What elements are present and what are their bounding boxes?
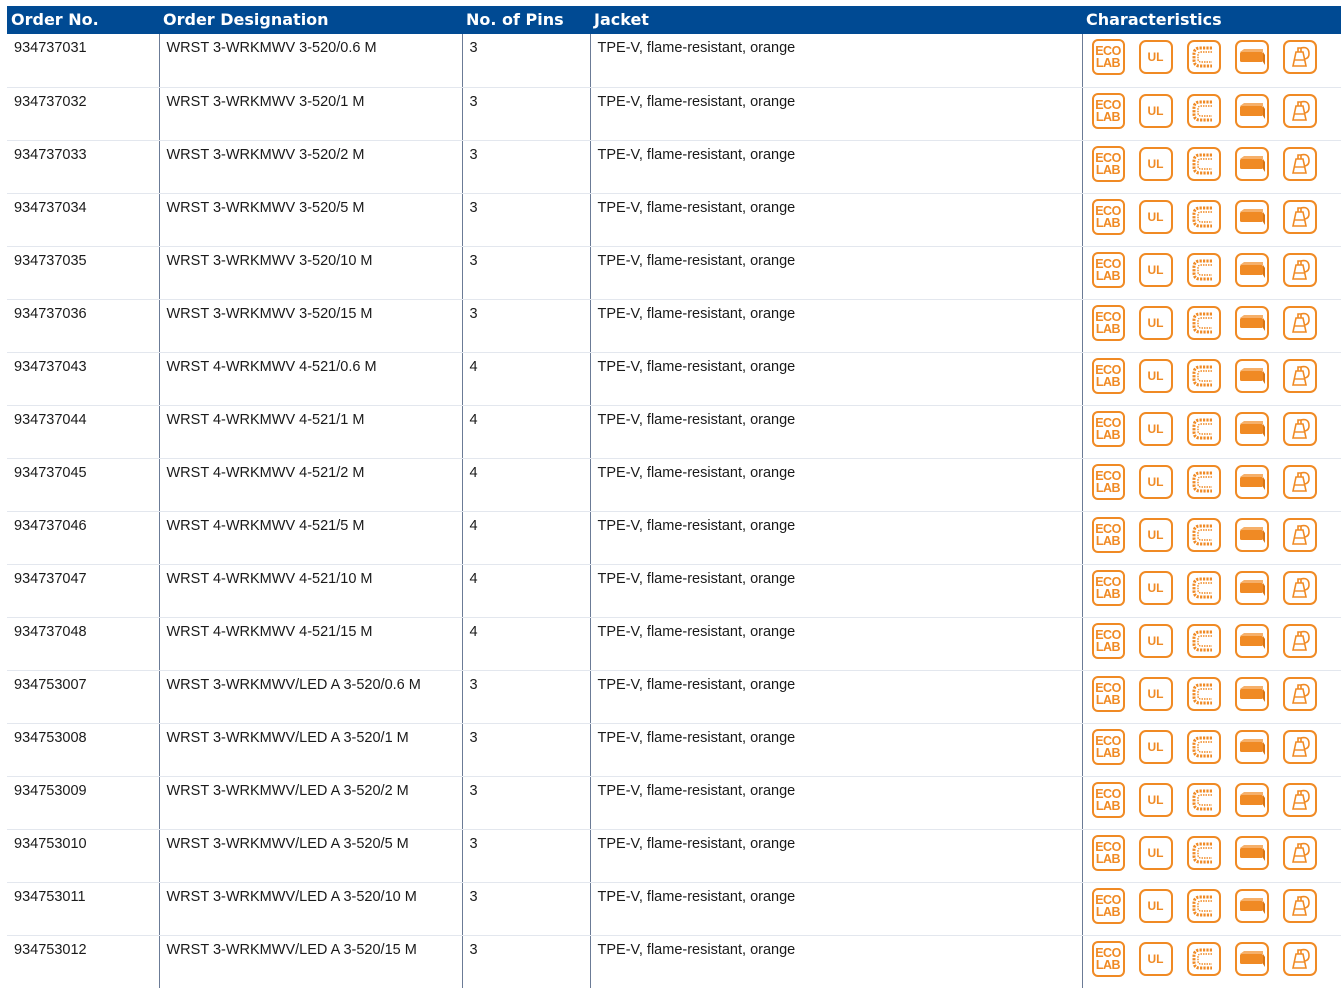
eco-lab-icon-bottom: LAB — [1095, 639, 1121, 654]
cable-icon — [1235, 730, 1269, 764]
eco-lab-icon-top: ECO — [1095, 839, 1121, 854]
header-jacket: Jacket — [590, 6, 1082, 34]
ul-icon — [1139, 40, 1173, 74]
eco-lab-icon-bottom: LAB — [1095, 957, 1121, 972]
ul-icon-label: UL — [1147, 474, 1164, 489]
ul-icon-label: UL — [1147, 686, 1164, 701]
pins-cell: 4 — [462, 352, 590, 405]
eco-lab-icon-top: ECO — [1095, 44, 1121, 58]
pins-cell: 4 — [462, 405, 590, 458]
eco-lab-icon-bottom: LAB — [1095, 56, 1121, 70]
chemical-resistance-icon — [1283, 253, 1317, 287]
characteristics-icons — [1092, 37, 1342, 77]
eco-lab-icon — [1092, 782, 1125, 818]
drag-chain-icon — [1187, 306, 1221, 340]
characteristics-icons — [1092, 886, 1342, 926]
characteristics-cell — [1082, 246, 1341, 299]
order-designation-cell: WRST 4-WRKMWV 4-521/0.6 M — [159, 352, 462, 405]
eco-lab-icon — [1092, 252, 1125, 288]
cable-icon — [1235, 571, 1269, 605]
chemical-resistance-icon — [1283, 94, 1317, 128]
pins-cell: 3 — [462, 670, 590, 723]
product-table — [7, 6, 1341, 988]
characteristics-icons — [1092, 780, 1342, 820]
table-row — [7, 87, 1341, 140]
jacket-cell: TPE-V, flame-resistant, orange — [590, 140, 1082, 193]
order-designation-cell: WRST 3-WRKMWV 3-520/5 M — [159, 193, 462, 246]
header-no-of-pins: No. of Pins — [462, 6, 590, 34]
characteristics-icons — [1092, 409, 1342, 449]
eco-lab-icon-top: ECO — [1095, 733, 1121, 748]
pins-cell: 3 — [462, 87, 590, 140]
ul-icon — [1139, 412, 1173, 446]
chemical-resistance-icon — [1283, 412, 1317, 446]
table-body — [7, 34, 1341, 988]
order-designation-cell: WRST 3-WRKMWV 3-520/1 M — [159, 87, 462, 140]
eco-lab-icon — [1092, 93, 1125, 129]
cable-icon — [1235, 253, 1269, 287]
jacket-cell: TPE-V, flame-resistant, orange — [590, 352, 1082, 405]
order-designation-cell: WRST 3-WRKMWV/LED A 3-520/1 M — [159, 723, 462, 776]
pins-cell: 3 — [462, 140, 590, 193]
jacket-cell: TPE-V, flame-resistant, orange — [590, 193, 1082, 246]
header-characteristics: Characteristics — [1082, 6, 1341, 34]
characteristics-icons — [1092, 674, 1342, 714]
order-designation-cell: WRST 4-WRKMWV 4-521/1 M — [159, 405, 462, 458]
characteristics-cell — [1082, 299, 1341, 352]
chemical-resistance-icon — [1283, 518, 1317, 552]
chemical-resistance-icon — [1283, 889, 1317, 923]
table-row — [7, 670, 1341, 723]
drag-chain-icon — [1187, 94, 1221, 128]
table-row — [7, 511, 1341, 564]
table-row — [7, 140, 1341, 193]
chemical-resistance-icon — [1283, 465, 1317, 499]
table-row — [7, 193, 1341, 246]
cable-icon — [1235, 94, 1269, 128]
table-row — [7, 405, 1341, 458]
ul-icon — [1139, 730, 1173, 764]
order-designation-cell: WRST 3-WRKMWV/LED A 3-520/2 M — [159, 776, 462, 829]
drag-chain-icon — [1187, 624, 1221, 658]
table-header — [7, 6, 1341, 34]
pins-cell: 3 — [462, 723, 590, 776]
eco-lab-icon-top: ECO — [1095, 680, 1121, 695]
order-designation-cell: WRST 4-WRKMWV 4-521/10 M — [159, 564, 462, 617]
eco-lab-icon-top: ECO — [1095, 786, 1121, 801]
eco-lab-icon — [1092, 39, 1125, 75]
order-designation-cell: WRST 3-WRKMWV 3-520/2 M — [159, 140, 462, 193]
eco-lab-icon — [1092, 358, 1125, 394]
eco-lab-icon — [1092, 941, 1125, 977]
pins-cell: 3 — [462, 776, 590, 829]
header-order-designation: Order Designation — [159, 6, 462, 34]
jacket-cell: TPE-V, flame-resistant, orange — [590, 829, 1082, 882]
characteristics-cell — [1082, 935, 1341, 988]
characteristics-cell — [1082, 34, 1341, 87]
characteristics-icons — [1092, 303, 1342, 343]
eco-lab-icon-bottom: LAB — [1095, 851, 1121, 866]
table-row — [7, 935, 1341, 988]
cable-icon — [1235, 200, 1269, 234]
order-no-cell: 934753009 — [7, 776, 159, 829]
cable-icon — [1235, 518, 1269, 552]
jacket-cell: TPE-V, flame-resistant, orange — [590, 511, 1082, 564]
pins-cell: 3 — [462, 299, 590, 352]
eco-lab-icon-bottom: LAB — [1095, 162, 1121, 177]
eco-lab-icon-bottom: LAB — [1095, 374, 1121, 389]
cable-icon — [1235, 359, 1269, 393]
eco-lab-icon-bottom: LAB — [1095, 109, 1121, 124]
characteristics-cell — [1082, 405, 1341, 458]
characteristics-cell — [1082, 776, 1341, 829]
cable-icon — [1235, 147, 1269, 181]
eco-lab-icon-top: ECO — [1095, 574, 1121, 589]
order-designation-cell: WRST 3-WRKMWV/LED A 3-520/10 M — [159, 882, 462, 935]
eco-lab-icon — [1092, 623, 1125, 659]
ul-icon-label: UL — [1147, 898, 1164, 913]
characteristics-cell — [1082, 352, 1341, 405]
eco-lab-icon — [1092, 305, 1125, 341]
drag-chain-icon — [1187, 412, 1221, 446]
eco-lab-icon — [1092, 199, 1125, 235]
table-row — [7, 776, 1341, 829]
table-row — [7, 882, 1341, 935]
order-no-cell: 934753008 — [7, 723, 159, 776]
cable-icon — [1235, 465, 1269, 499]
chemical-resistance-icon — [1283, 677, 1317, 711]
drag-chain-icon — [1187, 571, 1221, 605]
ul-icon — [1139, 889, 1173, 923]
eco-lab-icon-top: ECO — [1095, 203, 1121, 218]
ul-icon-label: UL — [1147, 156, 1164, 171]
ul-icon-label: UL — [1147, 262, 1164, 277]
jacket-cell: TPE-V, flame-resistant, orange — [590, 299, 1082, 352]
eco-lab-icon — [1092, 888, 1125, 924]
characteristics-icons — [1092, 462, 1342, 502]
ul-icon-label: UL — [1147, 103, 1164, 118]
order-no-cell: 934737035 — [7, 246, 159, 299]
ul-icon — [1139, 359, 1173, 393]
order-designation-cell: WRST 4-WRKMWV 4-521/2 M — [159, 458, 462, 511]
characteristics-icons — [1092, 91, 1342, 131]
jacket-cell: TPE-V, flame-resistant, orange — [590, 882, 1082, 935]
cable-icon — [1235, 836, 1269, 870]
jacket-cell: TPE-V, flame-resistant, orange — [590, 564, 1082, 617]
eco-lab-icon-bottom: LAB — [1095, 692, 1121, 707]
ul-icon-label: UL — [1147, 50, 1164, 64]
characteristics-cell — [1082, 193, 1341, 246]
characteristics-icons — [1092, 939, 1342, 979]
cable-icon — [1235, 306, 1269, 340]
eco-lab-icon — [1092, 835, 1125, 871]
table-row — [7, 246, 1341, 299]
ul-icon-label: UL — [1147, 315, 1164, 330]
order-designation-cell: WRST 3-WRKMWV/LED A 3-520/0.6 M — [159, 670, 462, 723]
ul-icon — [1139, 253, 1173, 287]
eco-lab-icon-top: ECO — [1095, 256, 1121, 271]
pins-cell: 3 — [462, 882, 590, 935]
eco-lab-icon-bottom: LAB — [1095, 321, 1121, 336]
ul-icon — [1139, 465, 1173, 499]
order-no-cell: 934753007 — [7, 670, 159, 723]
drag-chain-icon — [1187, 942, 1221, 976]
ul-icon-label: UL — [1147, 633, 1164, 648]
table-row — [7, 458, 1341, 511]
pins-cell: 4 — [462, 458, 590, 511]
characteristics-cell — [1082, 564, 1341, 617]
ul-icon — [1139, 94, 1173, 128]
jacket-cell: TPE-V, flame-resistant, orange — [590, 670, 1082, 723]
chemical-resistance-icon — [1283, 147, 1317, 181]
order-designation-cell: WRST 4-WRKMWV 4-521/5 M — [159, 511, 462, 564]
eco-lab-icon — [1092, 676, 1125, 712]
drag-chain-icon — [1187, 836, 1221, 870]
eco-lab-icon-top: ECO — [1095, 97, 1121, 112]
characteristics-icons — [1092, 197, 1342, 237]
eco-lab-icon-bottom: LAB — [1095, 904, 1121, 919]
drag-chain-icon — [1187, 359, 1221, 393]
drag-chain-icon — [1187, 783, 1221, 817]
jacket-cell: TPE-V, flame-resistant, orange — [590, 458, 1082, 511]
chemical-resistance-icon — [1283, 624, 1317, 658]
order-no-cell: 934753010 — [7, 829, 159, 882]
order-no-cell: 934737031 — [7, 34, 159, 87]
ul-icon — [1139, 200, 1173, 234]
jacket-cell: TPE-V, flame-resistant, orange — [590, 723, 1082, 776]
table-row — [7, 299, 1341, 352]
characteristics-icons — [1092, 515, 1342, 555]
cable-icon — [1235, 40, 1269, 74]
eco-lab-icon-top: ECO — [1095, 150, 1121, 165]
ul-icon-label: UL — [1147, 739, 1164, 754]
pins-cell: 3 — [462, 829, 590, 882]
ul-icon-label: UL — [1147, 421, 1164, 436]
eco-lab-icon-top: ECO — [1095, 415, 1121, 430]
eco-lab-icon — [1092, 570, 1125, 606]
drag-chain-icon — [1187, 730, 1221, 764]
eco-lab-icon — [1092, 729, 1125, 765]
drag-chain-icon — [1187, 147, 1221, 181]
ul-icon-label: UL — [1147, 209, 1164, 224]
characteristics-icons — [1092, 356, 1342, 396]
order-no-cell: 934737043 — [7, 352, 159, 405]
characteristics-icons — [1092, 621, 1342, 661]
table-row — [7, 564, 1341, 617]
header-row — [7, 6, 1341, 34]
ul-icon — [1139, 783, 1173, 817]
eco-lab-icon-top: ECO — [1095, 945, 1121, 960]
eco-lab-icon-bottom: LAB — [1095, 215, 1121, 230]
drag-chain-icon — [1187, 465, 1221, 499]
ul-icon-label: UL — [1147, 527, 1164, 542]
order-no-cell: 934737033 — [7, 140, 159, 193]
drag-chain-icon — [1187, 677, 1221, 711]
pins-cell: 4 — [462, 564, 590, 617]
eco-lab-icon-top: ECO — [1095, 892, 1121, 907]
pins-cell: 3 — [462, 246, 590, 299]
ul-icon — [1139, 942, 1173, 976]
eco-lab-icon-bottom: LAB — [1095, 586, 1121, 601]
ul-icon — [1139, 624, 1173, 658]
cable-icon — [1235, 624, 1269, 658]
characteristics-cell — [1082, 511, 1341, 564]
ul-icon — [1139, 677, 1173, 711]
characteristics-cell — [1082, 87, 1341, 140]
order-designation-cell: WRST 4-WRKMWV 4-521/15 M — [159, 617, 462, 670]
pins-cell: 3 — [462, 935, 590, 988]
order-no-cell: 934753011 — [7, 882, 159, 935]
order-no-cell: 934737044 — [7, 405, 159, 458]
characteristics-icons — [1092, 833, 1342, 873]
product-table-sheet — [7, 6, 1341, 988]
characteristics-cell — [1082, 140, 1341, 193]
characteristics-icons — [1092, 144, 1342, 184]
table-row — [7, 829, 1341, 882]
characteristics-icons — [1092, 727, 1342, 767]
order-no-cell: 934737047 — [7, 564, 159, 617]
order-no-cell: 934737046 — [7, 511, 159, 564]
eco-lab-icon — [1092, 517, 1125, 553]
chemical-resistance-icon — [1283, 359, 1317, 393]
jacket-cell: TPE-V, flame-resistant, orange — [590, 617, 1082, 670]
ul-icon-label: UL — [1147, 951, 1164, 966]
eco-lab-icon-bottom: LAB — [1095, 268, 1121, 283]
order-designation-cell: WRST 3-WRKMWV/LED A 3-520/5 M — [159, 829, 462, 882]
header-order-no: Order No. — [7, 6, 159, 34]
chemical-resistance-icon — [1283, 40, 1317, 74]
characteristics-icons — [1092, 250, 1342, 290]
eco-lab-icon — [1092, 464, 1125, 500]
table-row — [7, 723, 1341, 776]
characteristics-cell — [1082, 617, 1341, 670]
ul-icon — [1139, 306, 1173, 340]
ul-icon — [1139, 147, 1173, 181]
table-row — [7, 34, 1341, 87]
order-no-cell: 934737032 — [7, 87, 159, 140]
characteristics-cell — [1082, 670, 1341, 723]
eco-lab-icon-top: ECO — [1095, 309, 1121, 324]
eco-lab-icon-top: ECO — [1095, 362, 1121, 377]
eco-lab-icon-bottom: LAB — [1095, 480, 1121, 495]
jacket-cell: TPE-V, flame-resistant, orange — [590, 405, 1082, 458]
drag-chain-icon — [1187, 200, 1221, 234]
order-designation-cell: WRST 3-WRKMWV 3-520/0.6 M — [159, 34, 462, 87]
jacket-cell: TPE-V, flame-resistant, orange — [590, 34, 1082, 87]
jacket-cell: TPE-V, flame-resistant, orange — [590, 87, 1082, 140]
eco-lab-icon-top: ECO — [1095, 468, 1121, 483]
eco-lab-icon-bottom: LAB — [1095, 745, 1121, 760]
characteristics-cell — [1082, 458, 1341, 511]
chemical-resistance-icon — [1283, 730, 1317, 764]
ul-icon-label: UL — [1147, 845, 1164, 860]
cable-icon — [1235, 412, 1269, 446]
ul-icon-label: UL — [1147, 368, 1164, 383]
chemical-resistance-icon — [1283, 783, 1317, 817]
chemical-resistance-icon — [1283, 571, 1317, 605]
table-row — [7, 617, 1341, 670]
cable-icon — [1235, 677, 1269, 711]
pins-cell: 4 — [462, 511, 590, 564]
eco-lab-icon-bottom: LAB — [1095, 533, 1121, 548]
chemical-resistance-icon — [1283, 200, 1317, 234]
jacket-cell: TPE-V, flame-resistant, orange — [590, 246, 1082, 299]
order-no-cell: 934737036 — [7, 299, 159, 352]
ul-icon — [1139, 518, 1173, 552]
order-designation-cell: WRST 3-WRKMWV/LED A 3-520/15 M — [159, 935, 462, 988]
characteristics-cell — [1082, 723, 1341, 776]
cable-icon — [1235, 783, 1269, 817]
drag-chain-icon — [1187, 518, 1221, 552]
drag-chain-icon — [1187, 253, 1221, 287]
pins-cell: 4 — [462, 617, 590, 670]
pins-cell: 3 — [462, 34, 590, 87]
order-no-cell: 934737045 — [7, 458, 159, 511]
eco-lab-icon-bottom: LAB — [1095, 798, 1121, 813]
eco-lab-icon — [1092, 146, 1125, 182]
eco-lab-icon-bottom: LAB — [1095, 427, 1121, 442]
ul-icon-label: UL — [1147, 580, 1164, 595]
jacket-cell: TPE-V, flame-resistant, orange — [590, 776, 1082, 829]
ul-icon-label: UL — [1147, 792, 1164, 807]
characteristics-icons — [1092, 568, 1342, 608]
jacket-cell: TPE-V, flame-resistant, orange — [590, 935, 1082, 988]
order-no-cell: 934737034 — [7, 193, 159, 246]
table-row — [7, 352, 1341, 405]
drag-chain-icon — [1187, 889, 1221, 923]
ul-icon — [1139, 836, 1173, 870]
cable-icon — [1235, 942, 1269, 976]
eco-lab-icon-top: ECO — [1095, 521, 1121, 536]
characteristics-cell — [1082, 829, 1341, 882]
chemical-resistance-icon — [1283, 306, 1317, 340]
eco-lab-icon — [1092, 411, 1125, 447]
ul-icon — [1139, 571, 1173, 605]
order-designation-cell: WRST 3-WRKMWV 3-520/15 M — [159, 299, 462, 352]
characteristics-cell — [1082, 882, 1341, 935]
order-no-cell: 934737048 — [7, 617, 159, 670]
pins-cell: 3 — [462, 193, 590, 246]
chemical-resistance-icon — [1283, 942, 1317, 976]
chemical-resistance-icon — [1283, 836, 1317, 870]
order-designation-cell: WRST 3-WRKMWV 3-520/10 M — [159, 246, 462, 299]
order-no-cell: 934753012 — [14, 941, 87, 958]
cable-icon — [1235, 889, 1269, 923]
eco-lab-icon-top: ECO — [1095, 627, 1121, 642]
drag-chain-icon — [1187, 40, 1221, 74]
